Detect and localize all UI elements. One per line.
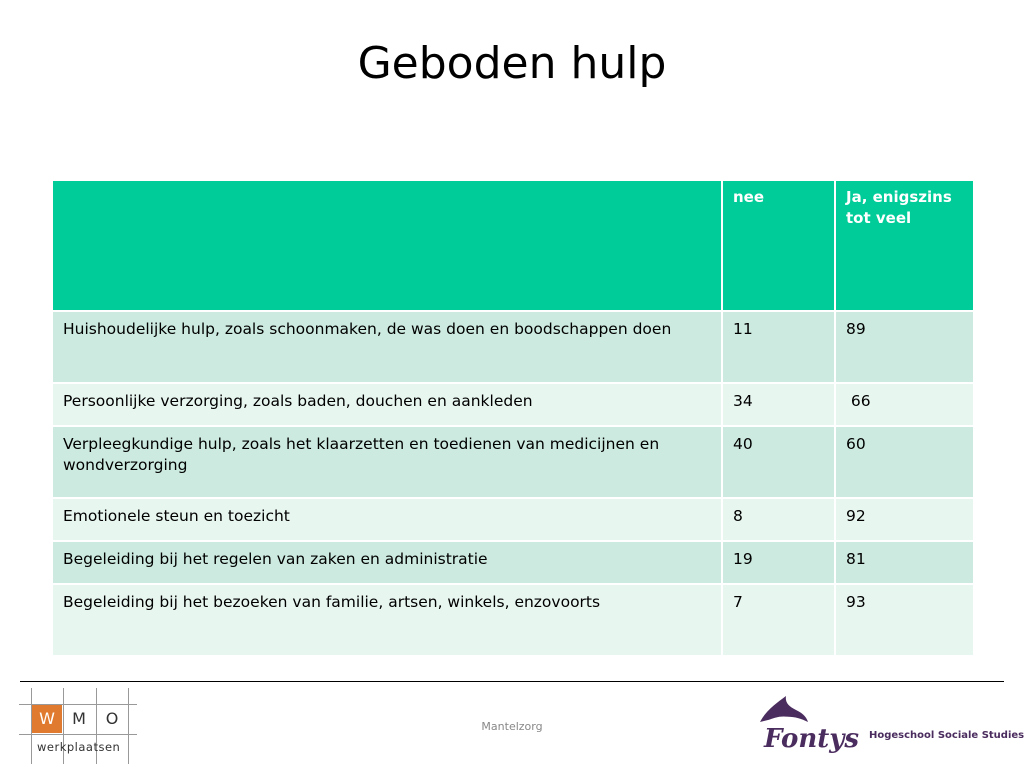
row-ja: 93 [835,584,974,656]
row-label: Begeleiding bij het regelen van zaken en administratie [52,541,722,584]
header-cell-ja: Ja, enigszins tot veel [835,180,974,311]
header-cell-nee: nee [722,180,835,311]
wmo-letter-o: O [105,709,119,728]
row-nee: 11 [722,311,835,383]
row-label: Huishoudelijke hulp, zoals schoonmaken, de was doen en boodschappen doen [52,311,722,383]
row-ja: 81 [835,541,974,584]
table-row [52,584,974,656]
help-table [51,179,975,657]
row-ja: 60 [835,426,974,498]
row-nee: 19 [722,541,835,584]
row-ja: 92 [835,498,974,541]
fontys-tagline: Hogeschool Sociale Studies [869,730,1024,741]
row-label: Verpleegkundige hulp, zoals het klaarzetten en toedienen van medicijnen en wondverzorging [52,426,722,498]
table-header-row [52,180,974,311]
table-row [52,498,974,541]
footer-divider [20,681,1004,682]
wmo-letter-w: W [32,705,62,733]
slide-title: Geboden hulp [357,38,667,89]
footer-text: Mantelzorg [481,720,543,733]
row-ja: 89 [835,311,974,383]
row-nee: 40 [722,426,835,498]
wmo-letter-m: M [72,709,86,728]
row-nee: 8 [722,498,835,541]
wmo-subtitle: werkplaatsen [37,740,121,754]
row-label: Begeleiding bij het bezoeken van familie, artsen, winkels, enzovoorts [52,584,722,656]
row-ja: 66 [835,383,974,426]
row-label: Emotionele steun en toezicht [52,498,722,541]
table-row [52,541,974,584]
table-row [52,383,974,426]
row-nee: 34 [722,383,835,426]
row-nee: 7 [722,584,835,656]
table-row [52,311,974,383]
row-label: Persoonlijke verzorging, zoals baden, douchen en aankleden [52,383,722,426]
header-cell-empty [52,180,722,311]
table-row [52,426,974,498]
fontys-logo [752,692,1024,762]
fontys-wordmark: Fontys [764,724,860,754]
